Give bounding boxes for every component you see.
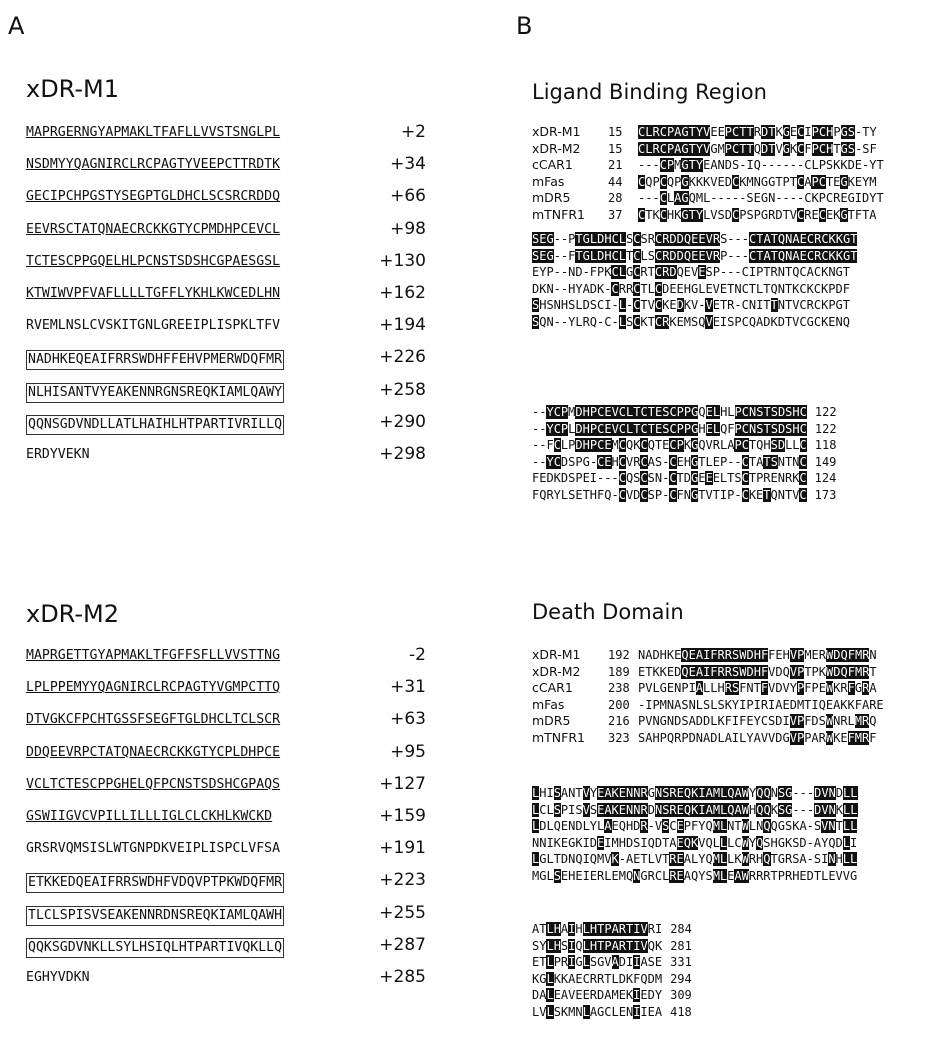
alignment-row — [532, 1004, 692, 1021]
death-block-2 — [532, 785, 858, 884]
xdr-m1-title: xDR-M1 — [26, 75, 120, 103]
alignment-row — [532, 868, 858, 885]
alignment-row — [532, 248, 857, 265]
aligned-sequence: --YCPLDHPCEVCLTCTESCPPGHELQFPCNSTSDSHC — [532, 421, 807, 436]
residue-position: +130 — [379, 250, 426, 271]
aligned-sequence: SYLHSIQLHTPARTIVQK — [532, 938, 663, 953]
aligned-sequence: ATLHAIHLHTPARTIVRI — [532, 922, 663, 936]
species-label: cCAR1 — [532, 680, 573, 695]
ligand-block-3 — [532, 404, 837, 503]
residue-position: +298 — [379, 444, 426, 464]
alignment-row — [532, 470, 837, 487]
sequence-line: ERDYVEKN — [26, 447, 90, 462]
aligned-sequence: MGLSEHEIERLEMQNGRCLREAQYSMLEAWRRRTPRHEDTLEVVG — [532, 868, 858, 883]
aligned-sequence: ---CLAGQML-----SEGN----CKPCREGIDYT — [638, 191, 884, 205]
species-label: xDR-M2 — [532, 663, 581, 679]
aligned-sequence: EYP--ND-FPKCLGCRTCRDQEVESP---CIPTRNTQCACKNGT — [532, 265, 850, 279]
residue-position: +223 — [379, 870, 426, 891]
death-block-3 — [532, 921, 692, 1020]
residue-position: +127 — [379, 773, 426, 794]
residue-position: +255 — [379, 902, 426, 923]
alignment-row — [532, 231, 857, 248]
alignment-row — [532, 664, 884, 681]
species-label: mTNFR1 — [532, 729, 585, 745]
start-position: 37 — [608, 207, 623, 222]
alignment-row — [532, 487, 837, 504]
residue-position: +159 — [379, 806, 426, 826]
aligned-sequence: CLRCPAGTYVGMPCTTQDTVGKCFPCHTGS-SF — [638, 141, 877, 156]
residue-position: +258 — [379, 379, 426, 400]
residue-position: +2 — [400, 122, 426, 142]
sequence-line: MAPRGERNGYAPMAKLTFAFLLVVSTSNGLPL — [26, 125, 281, 140]
residue-position: +290 — [379, 411, 426, 432]
alignment-row — [532, 437, 837, 454]
sequence-line: MAPRGETTGYAPMAKLTFGFFSFLLVVSTTNG — [26, 648, 281, 663]
sequence-line: TCTESCPPGQELHLPCNSTSDSHCGPAESGSL — [26, 253, 281, 269]
alignment-row — [532, 697, 884, 714]
aligned-sequence: DALEAVEERDAMEKIEDY — [532, 988, 663, 1002]
aligned-sequence: NNIKEGKIDEIMHDSIQDTAEQKVQLLLCWYQSHGKSD-AYQDLI — [532, 835, 858, 850]
alignment-row — [532, 404, 837, 421]
residue-position: +191 — [379, 838, 426, 859]
aligned-sequence: FEDKDSPEI---CQSCSN-CTDGEEELTSCTPRENRKC — [532, 471, 807, 485]
alignment-row — [532, 971, 692, 988]
sequence-line: KTWIWVPFVAFLLLLTGFFLYKHLKWCEDLHN — [26, 286, 281, 301]
end-position: 122 — [814, 421, 837, 436]
start-position: 238 — [608, 681, 630, 695]
aligned-sequence: LDLQENDLYLAEQHDR-VSCEPFYQMLNTWLNQQGSKA-SVNTLL — [532, 819, 858, 833]
start-position: 216 — [608, 714, 630, 728]
start-position: 200 — [608, 697, 630, 712]
alignment-row — [532, 297, 857, 314]
aligned-sequence: ETLPRIGLSGVADIIASE — [532, 955, 663, 969]
sequence-line: NSDMYYQAGNIRCLRCPAGTYVEEPCTTRDTK — [26, 157, 281, 173]
aligned-sequence: PVLGENPIALLHRSFNTFVDVYPFPEWKRFGRA — [638, 681, 877, 695]
alignment-row — [532, 124, 884, 141]
sequence-line: QQNSGDVNDLLATLHAIHLHTPARTIVRILLQ — [26, 415, 284, 435]
sequence-line: NLHISANTVYEAKENNRGNSREQKIAMLQAWY — [26, 383, 284, 403]
aligned-sequence: CQPCQPGKKKVEDCKMNGGTPTCAPCTEGKEYM — [638, 174, 877, 189]
aligned-sequence: CTKCHKGTYLVSDCPSPGRDTVCRECEKGTFTA — [638, 207, 877, 222]
sequence-line: LPLPPEMYYQAGNIRCLRCPAGTYVGMPCTTQ — [26, 680, 281, 696]
residue-position: +194 — [379, 315, 426, 336]
alignment-row — [532, 954, 692, 971]
end-position: 284 — [670, 922, 692, 936]
aligned-sequence: SEG--FTGLDHCLTCLSCRDDQEEVRP---CTATQNAECRCKKGT — [532, 248, 858, 263]
start-position: 44 — [608, 174, 623, 189]
sequence-line: ETKKEDQEAIFRRSWDHFVDQVPTPKWDQFMR — [26, 873, 284, 893]
aligned-sequence: -IPMNASNLSLSKYIPIRIAEDMTIQEAKKFARE — [638, 697, 884, 712]
aligned-sequence: PVNGNDSADDLKFIFEYCSDIVPFDSWNRLMRQ — [638, 714, 877, 728]
sequence-line: GSWIIGVCVPILLILLLIGLCLCKHLKWCKD — [26, 809, 273, 824]
residue-position: +285 — [379, 967, 426, 987]
aligned-sequence: LCLSPISVSEAKENNRDNSREQKIAMLQAWHQQKSG---DVNKLL — [532, 802, 858, 817]
residue-position: +98 — [390, 218, 426, 239]
alignment-row — [532, 207, 884, 224]
aligned-sequence: LGLTDNQIQMVK-AETLVTREALYQMLLKWRHQTGRSA-SINHLL — [532, 852, 858, 866]
aligned-sequence: LVLSKMNLAGCLENIIEA — [532, 1004, 663, 1019]
sequence-line: EGHYVDKN — [26, 970, 90, 985]
end-position: 149 — [814, 454, 837, 469]
end-position: 294 — [670, 971, 692, 986]
start-position: 189 — [608, 664, 630, 679]
alignment-row — [532, 174, 884, 191]
alignment-row — [532, 818, 858, 835]
sequence-line: RVEMLNSLCVSKITGNLGREEIPLISPKLTFV — [26, 318, 281, 334]
residue-position: -2 — [409, 645, 426, 665]
sequence-line: QQKSGDVNKLLSYLHSIQLHTPARTIVQKLLQ — [26, 938, 284, 958]
start-position: 323 — [608, 730, 630, 745]
alignment-row — [532, 680, 884, 697]
alignment-row — [532, 802, 858, 819]
species-label: xDR-M1 — [532, 647, 581, 662]
species-label: mDR5 — [532, 713, 571, 728]
residue-position: +66 — [390, 186, 426, 207]
sequence-line: TLCLSPISVSEAKENNRDNSREQKIAMLQAWH — [26, 906, 284, 926]
aligned-sequence: SQN--YLRQ-C-LSCKTCRKEMSQVEISPCQADKDTVCGCKENQ — [532, 314, 850, 329]
alignment-row — [532, 647, 884, 664]
aligned-sequence: NADHKEQEAIFRRSWDHFFEHVPMERWDQFMRN — [638, 648, 877, 662]
aligned-sequence: --YCPMDHPCEVCLTCTESCPPGQELHLPCNSTSDSHC — [532, 405, 807, 419]
start-position: 15 — [608, 125, 623, 139]
aligned-sequence: DKN--HYADK-CRRCTLCDEEHGLEVETNCTLTQNTKCKCKPDF — [532, 281, 850, 296]
alignment-row — [532, 987, 692, 1004]
aligned-sequence: --YCDSPG-CEHCVRCAS-CEHGTLEP--CTATSNTNC — [532, 454, 807, 469]
species-label: mFas — [532, 696, 565, 712]
aligned-sequence: SAHPQRPDNADLAILYAVVDGVPPARWKEFMRF — [638, 730, 877, 745]
residue-position: +95 — [390, 741, 426, 762]
alignment-row — [532, 264, 857, 281]
residue-position: +31 — [390, 677, 426, 698]
species-label: mFas — [532, 173, 565, 189]
aligned-sequence: ETKKEDQEAIFRRSWDHFVDQVPTPKWDQFMRT — [638, 664, 877, 679]
alignment-row — [532, 835, 858, 852]
residue-position: +34 — [390, 154, 426, 175]
residue-position: +63 — [390, 709, 426, 730]
alignment-row — [532, 730, 884, 747]
alignment-row — [532, 713, 884, 730]
alignment-row — [532, 921, 692, 938]
species-label: xDR-M1 — [532, 124, 581, 139]
alignment-row — [532, 421, 837, 438]
alignment-row — [532, 851, 858, 868]
sequence-line: DDQEEVRPCTATQNAECRCKKGTYCPLDHPCE — [26, 744, 281, 760]
alignment-row — [532, 190, 884, 207]
alignment-row — [532, 141, 884, 158]
alignment-row — [532, 454, 837, 471]
ligand-block-1 — [532, 124, 884, 223]
start-position: 28 — [608, 191, 623, 205]
ligand-block-2 — [532, 231, 857, 330]
death-block-1 — [532, 647, 884, 746]
panel-a-letter: A — [8, 12, 25, 40]
sequence-line: DTVGKCFPCHTGSSFSEGFTGLDHCLTCLSCR — [26, 712, 281, 728]
sequence-line: GECIPCHPGSTYSEGPTGLDHCLSCSRCRDDQ — [26, 189, 281, 205]
sequence-line: GRSRVQMSISLWTGNPDKVEIPLISPCLVFSA — [26, 841, 281, 857]
end-position: 124 — [814, 471, 837, 485]
aligned-sequence: SEG--PTGLDHCLSCSRCRDDQEEVRS---CTATQNAECRCKKGT — [532, 232, 858, 246]
residue-position: +162 — [379, 283, 426, 303]
sequence-line: EEVRSCTATQNAECRCKKGTYCPMDHPCEVCL — [26, 221, 281, 237]
aligned-sequence: ---CPMGTYEANDS-IQ------CLPSKKDE-YT — [638, 158, 884, 172]
species-label: cCAR1 — [532, 157, 573, 172]
end-position: 331 — [670, 955, 692, 969]
aligned-sequence: KGLKKAECRRTLDKFQDM — [532, 971, 663, 986]
alignment-row — [532, 314, 857, 331]
start-position: 15 — [608, 141, 623, 156]
ligand-title: Ligand Binding Region — [532, 80, 767, 104]
end-position: 309 — [670, 988, 692, 1002]
alignment-row — [532, 157, 884, 174]
species-label: mTNFR1 — [532, 206, 585, 222]
species-label: xDR-M2 — [532, 140, 581, 156]
death-title: Death Domain — [532, 600, 684, 624]
aligned-sequence: LHISANTVYEAKENNRGNSREQKIAMLQAWYQQNSG---DVNDLL — [532, 786, 858, 800]
end-position: 418 — [670, 1004, 692, 1019]
alignment-row — [532, 938, 692, 955]
aligned-sequence: --FCLPDHPCEMCQKCQTECPKGQVRLAPCTQHSDLLC — [532, 438, 807, 452]
start-position: 21 — [608, 158, 623, 172]
residue-position: +226 — [379, 347, 426, 368]
sequence-line: VCLTCTESCPPGHELQFPCNSTSDSHCGPAQS — [26, 776, 281, 792]
aligned-sequence: SHSNHSLDSCI-L-CTVCKEDKV-VETR-CNITTNTVCRCKPGT — [532, 298, 850, 312]
end-position: 173 — [814, 487, 837, 502]
panel-b-letter: B — [516, 12, 533, 40]
aligned-sequence: FQRYLSETHFQ-CVDCSP-CFNGTVTIP-CKETQNTVC — [532, 487, 807, 502]
aligned-sequence: CLRCPAGTYVEEPCTTRDTKGECIPCHPGS-TY — [638, 125, 877, 139]
alignment-row — [532, 785, 858, 802]
residue-position: +287 — [379, 934, 426, 955]
end-position: 118 — [814, 438, 837, 452]
alignment-row — [532, 281, 857, 298]
start-position: 192 — [608, 648, 630, 662]
species-label: mDR5 — [532, 190, 571, 205]
xdr-m2-title: xDR-M2 — [26, 600, 120, 628]
end-position: 281 — [670, 938, 692, 953]
sequence-line: NADHKEQEAIFRRSWDHFFEHVPMERWDQFMR — [26, 350, 284, 370]
end-position: 122 — [814, 405, 837, 419]
